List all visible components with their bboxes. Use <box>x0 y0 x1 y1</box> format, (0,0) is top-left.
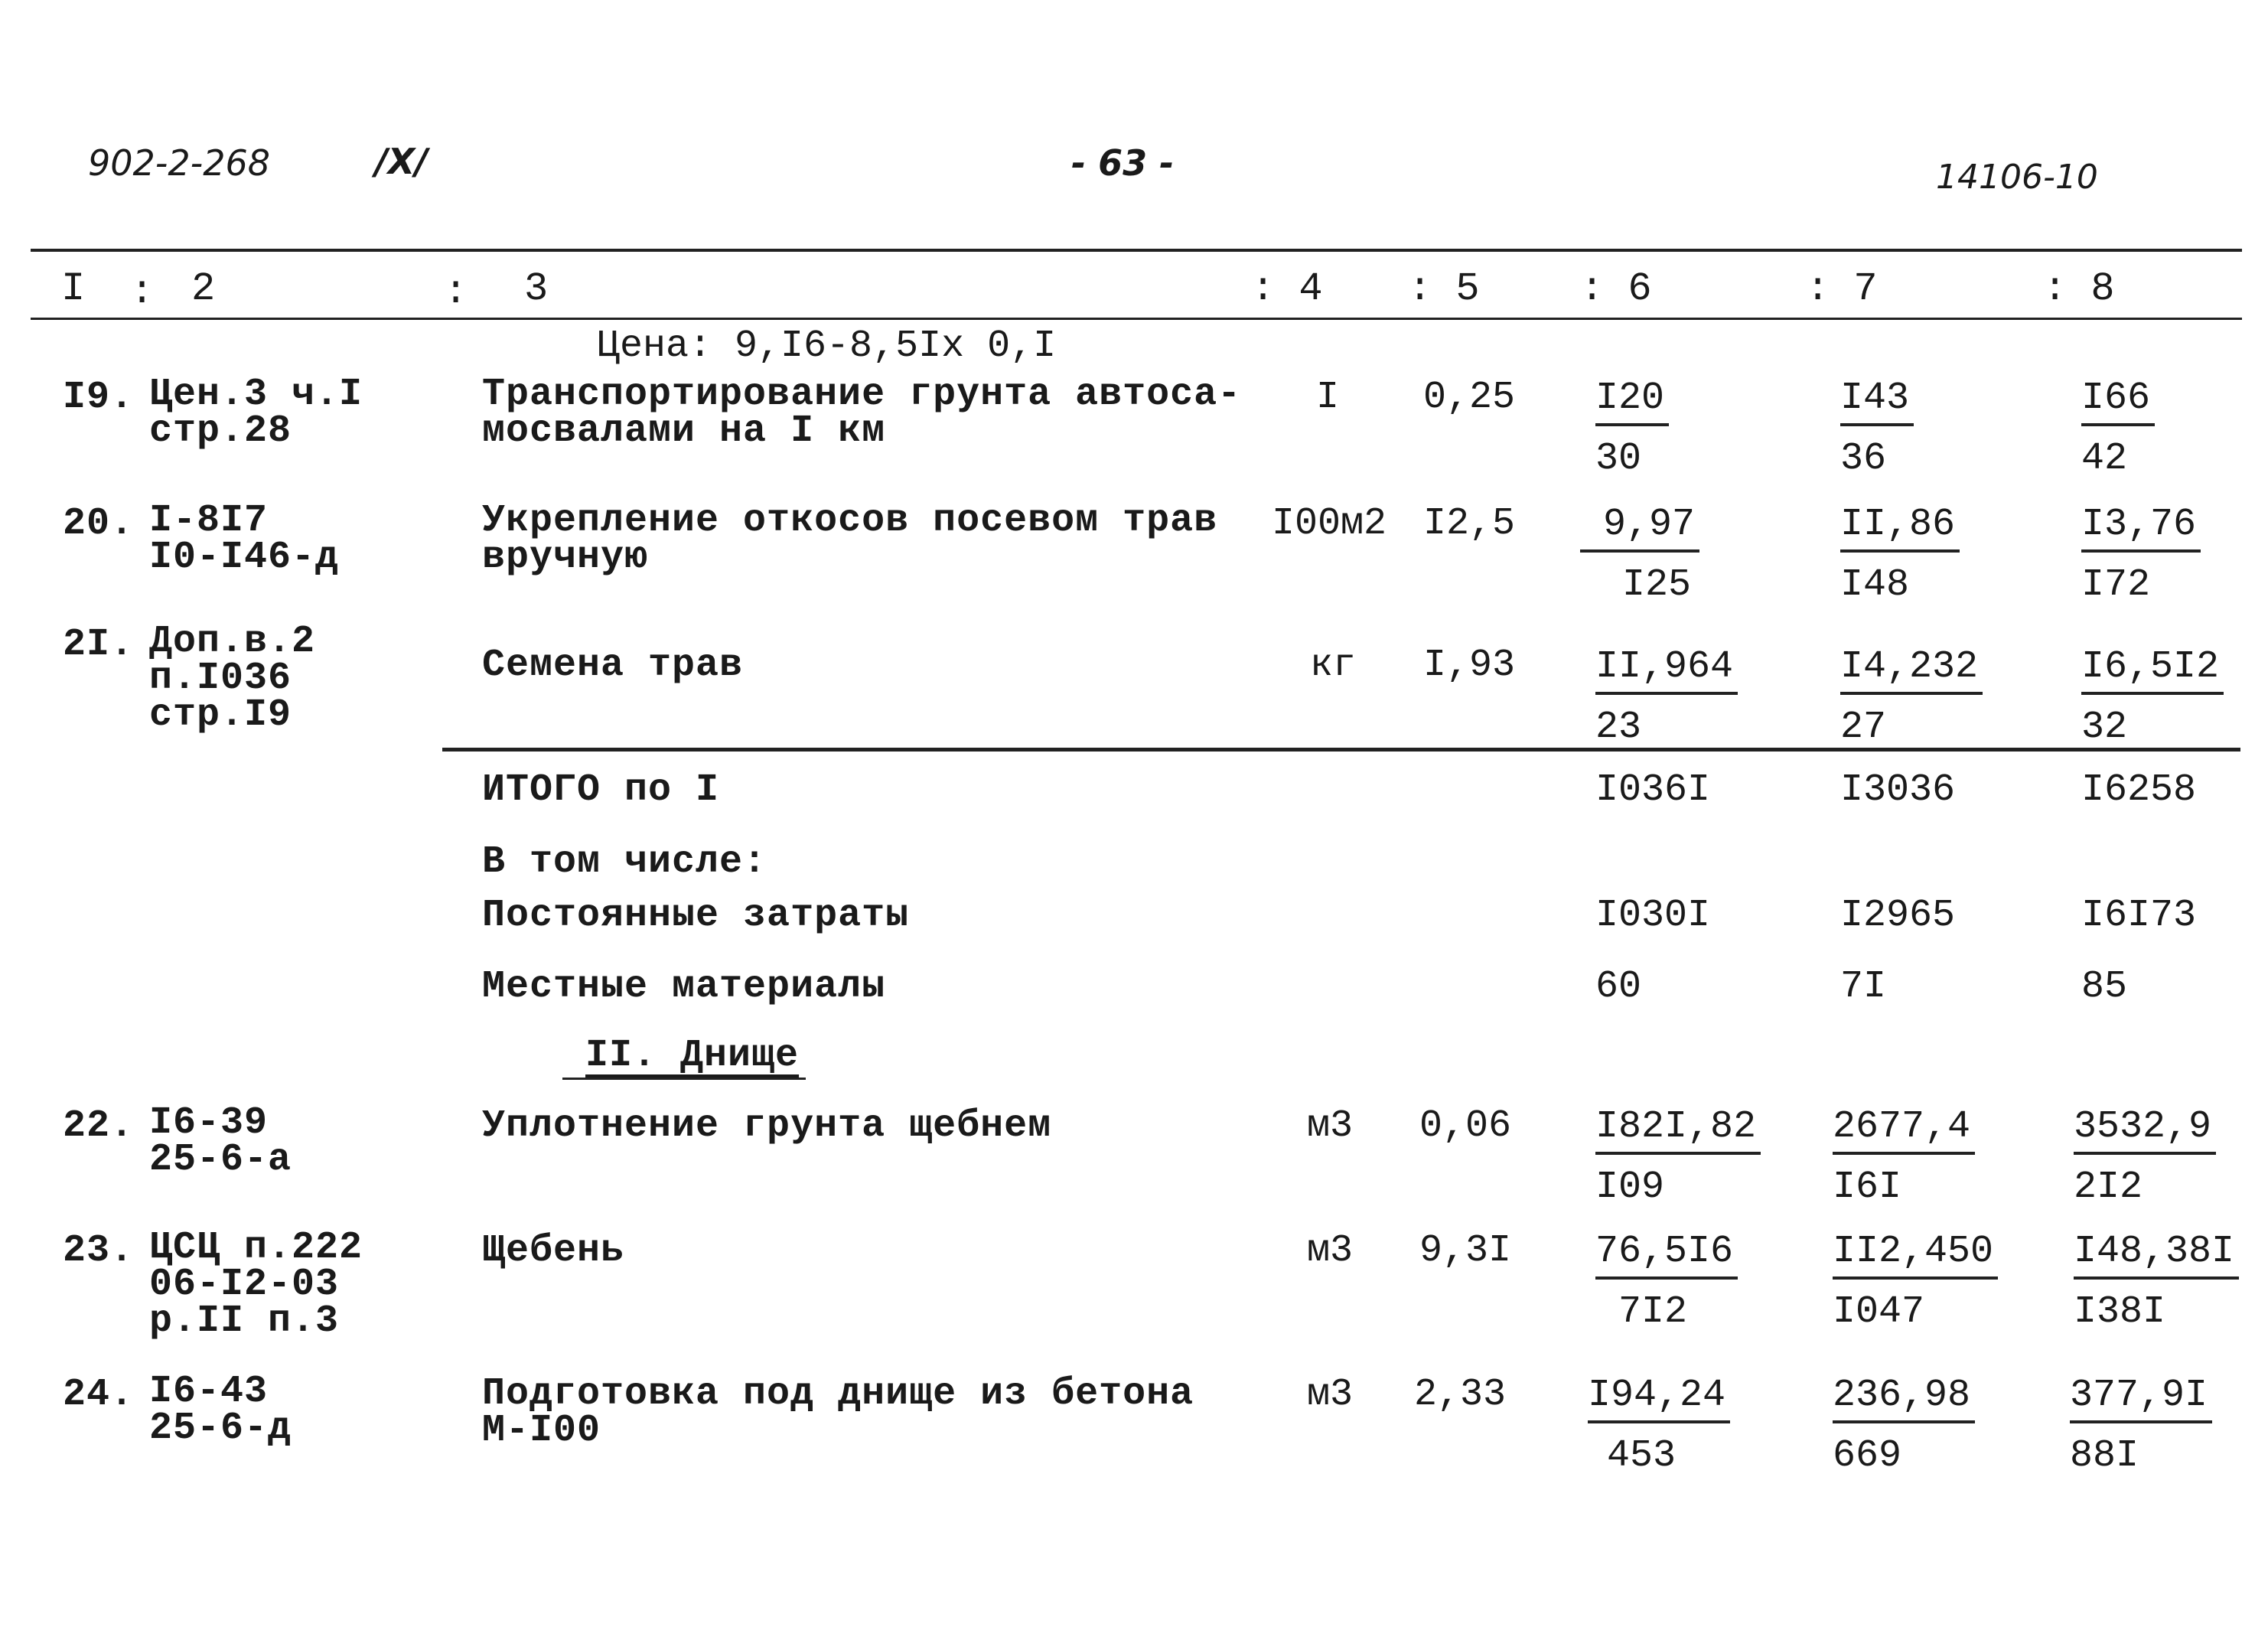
wage-value: 42 <box>2081 437 2128 481</box>
wage-value: I72 <box>2081 563 2151 607</box>
price-value: 2677,4 <box>1833 1105 1975 1155</box>
price-col8 <box>2074 1105 2219 1209</box>
price-col8 <box>2070 1374 2215 1478</box>
description-line: вручную <box>482 536 649 579</box>
wage-value: 27 <box>1840 706 1887 749</box>
col-header-6: : 6 <box>1580 266 1652 311</box>
total-value: I6258 <box>2081 768 2197 812</box>
price-value: 377,9I <box>2070 1374 2212 1423</box>
wage-value: 88I <box>2070 1434 2139 1478</box>
reference-line: Цен.3 ч.I <box>149 373 363 416</box>
price-col7 <box>1833 1374 1978 1478</box>
col-header-3: 3 <box>524 266 549 311</box>
wage-value: I09 <box>1595 1166 1665 1209</box>
row-unit: I00м2 <box>1272 502 1387 546</box>
row-quantity: 9,3I <box>1419 1229 1512 1273</box>
row-quantity: 0,06 <box>1419 1104 1512 1148</box>
reference-line: I0-I46-д <box>149 536 340 579</box>
wage-value: 23 <box>1595 706 1642 749</box>
row-reference <box>149 1226 363 1343</box>
price-value: II,86 <box>1840 503 1960 553</box>
description-line: Транспортирование грунта автоса- <box>482 373 1242 416</box>
price-value: 9,97 <box>1580 503 1699 553</box>
price-col6 <box>1595 377 1741 481</box>
price-col7 <box>1840 377 1986 481</box>
price-value: I48,38I <box>2074 1230 2239 1280</box>
wage-value: I38I <box>2074 1290 2166 1334</box>
price-col6 <box>1588 1374 1733 1478</box>
local-materials-value: 85 <box>2081 965 2128 1009</box>
row-description <box>482 499 1218 579</box>
row-number: 22. <box>63 1104 135 1148</box>
col-header-4: : 4 <box>1251 266 1323 311</box>
total-value: I036I <box>1595 768 1711 812</box>
price-value: II2,450 <box>1833 1230 1998 1280</box>
price-value: I3,76 <box>2081 503 2201 553</box>
price-col6 <box>1580 503 1725 607</box>
description-line: М-I00 <box>482 1409 601 1453</box>
row-description <box>482 373 1242 453</box>
reference-line: стр.28 <box>149 409 292 453</box>
row-unit: м3 <box>1307 1373 1354 1417</box>
price-value: I6,5I2 <box>2081 645 2224 695</box>
section-heading: II. Днище <box>585 1034 800 1078</box>
price-value: 3532,9 <box>2074 1105 2216 1155</box>
row-reference <box>149 373 363 453</box>
reference-line: 06-I2-03 <box>149 1263 340 1306</box>
price-col6 <box>1595 1105 1757 1209</box>
document-code: 902-2-268 <box>88 142 271 184</box>
row-unit: I <box>1316 376 1340 419</box>
subtotal-rule <box>442 748 2240 752</box>
description-line: Подготовка под днище из бетона <box>482 1372 1194 1416</box>
row-reference <box>149 620 316 737</box>
price-col7 <box>1833 1230 1994 1334</box>
col-header-2: 2 <box>191 266 216 311</box>
volume-mark: /X/ <box>375 141 429 182</box>
wage-value: 7I2 <box>1618 1290 1688 1334</box>
price-col8 <box>2081 645 2227 749</box>
price-col8 <box>2074 1230 2235 1334</box>
local-materials-value: 7I <box>1840 965 1887 1009</box>
row-quantity: 0,25 <box>1423 376 1516 419</box>
reference-line: п.I036 <box>149 657 292 700</box>
reference-line: I6-39 <box>149 1101 269 1145</box>
price-col7 <box>1840 503 1986 607</box>
local-materials-value: 60 <box>1595 965 1642 1009</box>
section-heading-underline <box>562 1078 806 1080</box>
reference-line: I-8I7 <box>149 499 269 543</box>
row-description: Щебень <box>482 1229 625 1273</box>
price-value: 236,98 <box>1833 1374 1975 1423</box>
price-note: Цена: 9,I6-8,5Ix 0,I <box>597 324 1057 368</box>
row-unit: м3 <box>1307 1229 1354 1273</box>
reference-line: ЦСЦ п.222 <box>149 1226 363 1270</box>
wage-value: I25 <box>1622 563 1692 607</box>
col-header-5: : 5 <box>1408 266 1480 311</box>
row-quantity: I2,5 <box>1423 502 1516 546</box>
wage-value: I6I <box>1833 1166 1902 1209</box>
row-unit: кг <box>1310 644 1357 687</box>
row-number: 23. <box>63 1229 135 1273</box>
constant-costs-label: Постоянные затраты <box>482 894 910 937</box>
including-label: В том числе: <box>482 840 767 884</box>
row-description: Уплотнение грунта щебнем <box>482 1104 1052 1148</box>
price-col6 <box>1595 645 1741 749</box>
price-value: 76,5I6 <box>1595 1230 1738 1280</box>
row-description: Семена трав <box>482 644 744 687</box>
col-header-sep: : <box>444 269 468 315</box>
reference-line: 25-6-а <box>149 1138 292 1182</box>
constant-costs-value: I2965 <box>1840 894 1956 937</box>
price-value: I43 <box>1840 377 1914 426</box>
col-header-7: : 7 <box>1806 266 1878 311</box>
wage-value: 453 <box>1607 1434 1677 1478</box>
header-rule <box>31 318 2242 320</box>
description-line: Укрепление откосов посевом трав <box>482 499 1218 543</box>
reference-line: р.II п.3 <box>149 1299 340 1343</box>
row-quantity: I,93 <box>1423 644 1516 687</box>
reference-line: стр.I9 <box>149 693 292 737</box>
price-value: I94,24 <box>1588 1374 1730 1423</box>
page-number: - 63 - <box>1071 142 1175 184</box>
row-unit: м3 <box>1307 1104 1354 1148</box>
wage-value: 36 <box>1840 437 1887 481</box>
price-col8 <box>2081 503 2227 607</box>
row-reference <box>149 1101 292 1182</box>
wage-value: 30 <box>1595 437 1642 481</box>
row-quantity: 2,33 <box>1414 1373 1507 1417</box>
description-line: мосвалами на I км <box>482 409 886 453</box>
price-value: I82I,82 <box>1595 1105 1761 1155</box>
price-col7 <box>1840 645 1986 749</box>
price-value: I4,232 <box>1840 645 1983 695</box>
wage-value: 669 <box>1833 1434 1902 1478</box>
row-number: 24. <box>63 1373 135 1417</box>
price-col8 <box>2081 377 2227 481</box>
row-number: I9. <box>63 376 135 419</box>
row-number: 2I. <box>63 623 135 667</box>
price-value: I20 <box>1595 377 1669 426</box>
wage-value: I047 <box>1833 1290 1925 1334</box>
wage-value: 32 <box>2081 706 2128 749</box>
col-header-8: : 8 <box>2043 266 2115 311</box>
wage-value: 2I2 <box>2074 1166 2143 1209</box>
row-reference <box>149 1370 292 1450</box>
col-header-sep: : <box>130 269 155 315</box>
wage-value: I48 <box>1840 563 1910 607</box>
reference-line: Доп.в.2 <box>149 620 316 664</box>
price-value: I66 <box>2081 377 2155 426</box>
price-value: II,964 <box>1595 645 1738 695</box>
price-col7 <box>1833 1105 1978 1209</box>
total-value: I3036 <box>1840 768 1956 812</box>
row-number: 20. <box>63 502 135 546</box>
local-materials-label: Местные материалы <box>482 965 886 1009</box>
row-reference <box>149 499 340 579</box>
price-col6 <box>1595 1230 1741 1334</box>
reference-line: I6-43 <box>149 1370 269 1413</box>
archive-stamp: 14106-10 <box>1936 158 2098 197</box>
row-description <box>482 1372 1194 1453</box>
top-rule <box>31 249 2242 252</box>
constant-costs-value: I6I73 <box>2081 894 2197 937</box>
constant-costs-value: I030I <box>1595 894 1711 937</box>
col-header-1: I <box>61 266 86 311</box>
reference-line: 25-6-д <box>149 1407 292 1450</box>
total-label: ИТОГО по I <box>482 768 720 812</box>
